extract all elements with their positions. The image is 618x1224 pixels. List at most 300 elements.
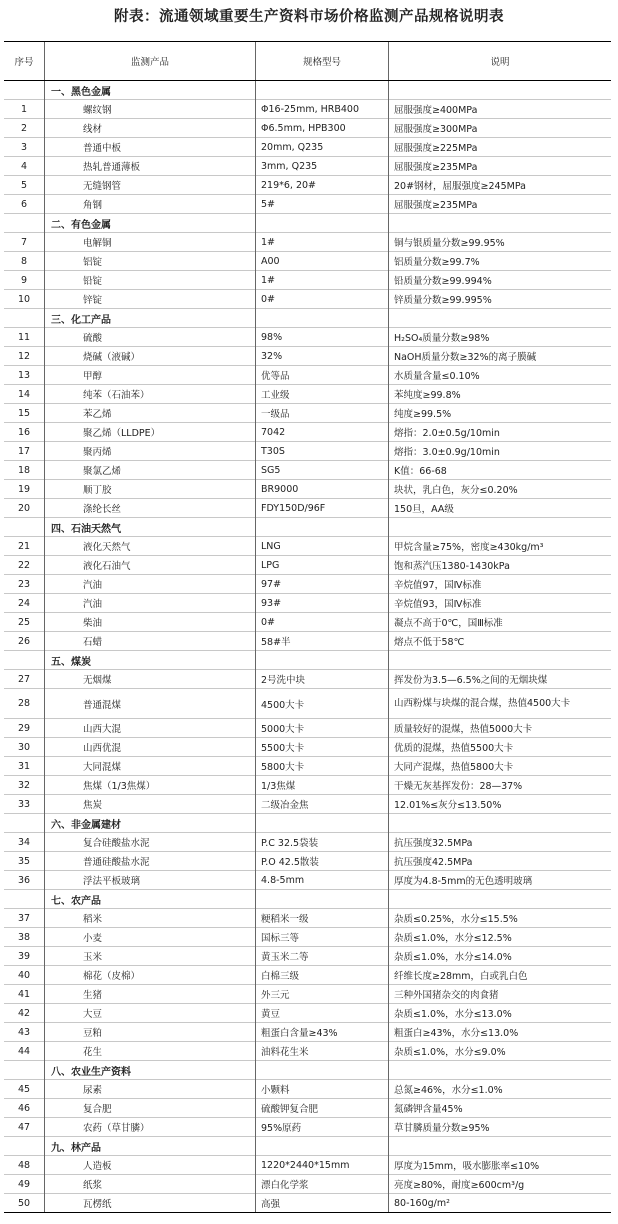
product-name: 顺丁胶 xyxy=(45,480,256,499)
product-spec: Φ16-25mm, HRB400 xyxy=(256,100,389,119)
category-desc-cell xyxy=(389,890,612,909)
row-number: 39 xyxy=(4,947,45,966)
product-spec: 高强 xyxy=(256,1194,389,1213)
product-name: 线材 xyxy=(45,119,256,138)
product-description: 铝质量分数≥99.7% xyxy=(389,252,612,271)
product-spec: 93# xyxy=(256,594,389,613)
category-spec-cell xyxy=(256,814,389,833)
category-row xyxy=(4,81,611,100)
product-name: 汽油 xyxy=(45,594,256,613)
table-body xyxy=(4,81,611,1213)
product-spec: 工业级 xyxy=(256,385,389,404)
category-row xyxy=(4,651,611,670)
product-name: 农药（草甘膦） xyxy=(45,1118,256,1137)
product-name: 涤纶长丝 xyxy=(45,499,256,518)
table-row xyxy=(4,613,611,632)
table-row xyxy=(4,442,611,461)
product-spec: 1# xyxy=(256,233,389,252)
table-row xyxy=(4,138,611,157)
product-name: 苯乙烯 xyxy=(45,404,256,423)
table-row xyxy=(4,1156,611,1175)
category-desc-cell xyxy=(389,1061,612,1080)
product-description: 抗压强度42.5MPa xyxy=(389,852,612,871)
product-name: 硫酸 xyxy=(45,328,256,347)
row-number: 7 xyxy=(4,233,45,252)
table-row xyxy=(4,738,611,757)
product-spec: 粳稻米一级 xyxy=(256,909,389,928)
product-description: 纤维长度≥28mm，白或乳白色 xyxy=(389,966,612,985)
product-spec: 95%原药 xyxy=(256,1118,389,1137)
product-name: 锌锭 xyxy=(45,290,256,309)
product-name: 复合肥 xyxy=(45,1099,256,1118)
row-number: 13 xyxy=(4,366,45,385)
row-number: 21 xyxy=(4,537,45,556)
table-row xyxy=(4,1118,611,1137)
table-row xyxy=(4,928,611,947)
product-spec: BR9000 xyxy=(256,480,389,499)
product-name: 焦煤（1/3焦煤） xyxy=(45,776,256,795)
table-row xyxy=(4,1194,611,1213)
category-spec-cell xyxy=(256,651,389,670)
product-spec: 32% xyxy=(256,347,389,366)
product-description: 饱和蒸汽压1380-1430kPa xyxy=(389,556,612,575)
category-spec-cell xyxy=(256,890,389,909)
product-spec: 2号洗中块 xyxy=(256,670,389,689)
table-row xyxy=(4,157,611,176)
product-description: 纯度≥99.5% xyxy=(389,404,612,423)
row-number: 43 xyxy=(4,1023,45,1042)
table-row xyxy=(4,575,611,594)
category-name: 八、农业生产资料 xyxy=(45,1061,256,1080)
table-row xyxy=(4,328,611,347)
table-header-row xyxy=(4,42,611,81)
row-number: 12 xyxy=(4,347,45,366)
product-name: 山西优混 xyxy=(45,738,256,757)
row-number: 15 xyxy=(4,404,45,423)
product-description: 大同产混煤，热值5800大卡 xyxy=(389,757,612,776)
product-spec: 白棉三级 xyxy=(256,966,389,985)
header-spec: 规格型号 xyxy=(256,42,389,81)
row-number: 40 xyxy=(4,966,45,985)
product-name: 无缝钢管 xyxy=(45,176,256,195)
product-name: 柴油 xyxy=(45,613,256,632)
product-description: 熔点不低于58℃ xyxy=(389,632,612,651)
product-spec: 5500大卡 xyxy=(256,738,389,757)
product-name: 复合硅酸盐水泥 xyxy=(45,833,256,852)
table-row xyxy=(4,423,611,442)
table-row xyxy=(4,1175,611,1194)
row-number: 42 xyxy=(4,1004,45,1023)
product-spec: 97# xyxy=(256,575,389,594)
product-description: 优质的混煤，热值5500大卡 xyxy=(389,738,612,757)
product-description: 抗压强度32.5MPa xyxy=(389,833,612,852)
table-row xyxy=(4,385,611,404)
row-number: 41 xyxy=(4,985,45,1004)
row-number: 10 xyxy=(4,290,45,309)
product-name: 大同混煤 xyxy=(45,757,256,776)
table-row xyxy=(4,366,611,385)
product-name: 螺纹钢 xyxy=(45,100,256,119)
product-description: NaOH质量分数≥32%的离子膜碱 xyxy=(389,347,612,366)
product-description: 块状，乳白色，灰分≤0.20% xyxy=(389,480,612,499)
category-desc-cell xyxy=(389,81,612,100)
product-name: 无烟煤 xyxy=(45,670,256,689)
category-row xyxy=(4,518,611,537)
table-row xyxy=(4,100,611,119)
table-row xyxy=(4,594,611,613)
row-number: 8 xyxy=(4,252,45,271)
product-description: 干燥无灰基挥发份：28—37% xyxy=(389,776,612,795)
category-no-cell xyxy=(4,890,45,909)
table-row xyxy=(4,252,611,271)
product-name: 热轧普通薄板 xyxy=(45,157,256,176)
table-row xyxy=(4,757,611,776)
header-description: 说明 xyxy=(389,42,612,81)
category-row xyxy=(4,309,611,328)
page-title: 附表：流通领域重要生产资料市场价格监测产品规格说明表 xyxy=(114,8,504,25)
category-desc-cell xyxy=(389,518,612,537)
product-spec: 油料花生米 xyxy=(256,1042,389,1061)
category-no-cell xyxy=(4,518,45,537)
row-number: 1 xyxy=(4,100,45,119)
table-row xyxy=(4,795,611,814)
category-no-cell xyxy=(4,81,45,100)
header-no: 序号 xyxy=(4,42,45,81)
product-spec: 一级品 xyxy=(256,404,389,423)
table-row xyxy=(4,947,611,966)
product-name: 聚丙烯 xyxy=(45,442,256,461)
product-description: K值：66-68 xyxy=(389,461,612,480)
table-row xyxy=(4,1023,611,1042)
product-description: H₂SO₄质量分数≥98% xyxy=(389,328,612,347)
row-number: 22 xyxy=(4,556,45,575)
product-description: 屈服强度≥300MPa xyxy=(389,119,612,138)
table-row xyxy=(4,719,611,738)
product-spec: T30S xyxy=(256,442,389,461)
table-row xyxy=(4,1042,611,1061)
product-name: 山西大混 xyxy=(45,719,256,738)
product-name: 纸浆 xyxy=(45,1175,256,1194)
product-description: 杂质≤1.0%，水分≤13.0% xyxy=(389,1004,612,1023)
product-spec: 20mm, Q235 xyxy=(256,138,389,157)
product-spec: P.C 32.5袋装 xyxy=(256,833,389,852)
row-number: 33 xyxy=(4,795,45,814)
product-spec: 优等品 xyxy=(256,366,389,385)
category-desc-cell xyxy=(389,309,612,328)
table-row xyxy=(4,195,611,214)
product-spec: LPG xyxy=(256,556,389,575)
row-number: 20 xyxy=(4,499,45,518)
product-description: 挥发份为3.5—6.5%之间的无烟块煤 xyxy=(389,670,612,689)
product-name: 甲醇 xyxy=(45,366,256,385)
product-description: 厚度为4.8-5mm的无色透明玻璃 xyxy=(389,871,612,890)
product-spec: 219*6, 20# xyxy=(256,176,389,195)
row-number: 19 xyxy=(4,480,45,499)
table-row xyxy=(4,670,611,689)
product-description: 锌质量分数≥99.995% xyxy=(389,290,612,309)
product-spec: 5800大卡 xyxy=(256,757,389,776)
product-spec: 1# xyxy=(256,271,389,290)
product-name: 瓦楞纸 xyxy=(45,1194,256,1213)
product-description: 甲烷含量≥75%，密度≥430kg/m³ xyxy=(389,537,612,556)
row-number: 9 xyxy=(4,271,45,290)
category-no-cell xyxy=(4,1137,45,1156)
category-name: 九、林产品 xyxy=(45,1137,256,1156)
row-number: 6 xyxy=(4,195,45,214)
product-description: 杂质≤1.0%，水分≤14.0% xyxy=(389,947,612,966)
product-spec: A00 xyxy=(256,252,389,271)
category-spec-cell xyxy=(256,309,389,328)
row-number: 37 xyxy=(4,909,45,928)
product-description: 粗蛋白≥43%，水分≤13.0% xyxy=(389,1023,612,1042)
category-row xyxy=(4,1137,611,1156)
table-row xyxy=(4,909,611,928)
row-number: 25 xyxy=(4,613,45,632)
product-description: 屈服强度≥235MPa xyxy=(389,157,612,176)
product-name: 棉花（皮棉） xyxy=(45,966,256,985)
product-spec: 黄玉米二等 xyxy=(256,947,389,966)
product-name: 玉米 xyxy=(45,947,256,966)
category-spec-cell xyxy=(256,214,389,233)
product-spec: 58#半 xyxy=(256,632,389,651)
row-number: 16 xyxy=(4,423,45,442)
product-spec: 0# xyxy=(256,613,389,632)
product-name: 稻米 xyxy=(45,909,256,928)
product-description: 屈服强度≥225MPa xyxy=(389,138,612,157)
table-row xyxy=(4,290,611,309)
row-number: 48 xyxy=(4,1156,45,1175)
product-spec: 4.8-5mm xyxy=(256,871,389,890)
table-row xyxy=(4,852,611,871)
product-spec: SG5 xyxy=(256,461,389,480)
product-spec: LNG xyxy=(256,537,389,556)
category-no-cell xyxy=(4,814,45,833)
product-description: 熔指：2.0±0.5g/10min xyxy=(389,423,612,442)
row-number: 28 xyxy=(4,689,45,719)
product-name: 电解铜 xyxy=(45,233,256,252)
product-description: 厚度为15mm，吸水膨胀率≤10% xyxy=(389,1156,612,1175)
category-desc-cell xyxy=(389,214,612,233)
product-description: 辛烷值93，国Ⅳ标准 xyxy=(389,594,612,613)
table-row xyxy=(4,833,611,852)
product-description: 杂质≤1.0%，水分≤12.5% xyxy=(389,928,612,947)
row-number: 35 xyxy=(4,852,45,871)
product-name: 烧碱（液碱） xyxy=(45,347,256,366)
product-name: 普通中板 xyxy=(45,138,256,157)
product-name: 尿素 xyxy=(45,1080,256,1099)
product-name: 聚乙烯（LLDPE） xyxy=(45,423,256,442)
product-spec: 黄豆 xyxy=(256,1004,389,1023)
product-name: 豆粕 xyxy=(45,1023,256,1042)
table-row xyxy=(4,271,611,290)
product-description: 凝点不高于0℃，国Ⅲ标准 xyxy=(389,613,612,632)
product-spec: 5# xyxy=(256,195,389,214)
table-row xyxy=(4,480,611,499)
row-number: 4 xyxy=(4,157,45,176)
product-name: 小麦 xyxy=(45,928,256,947)
row-number: 17 xyxy=(4,442,45,461)
table-row xyxy=(4,1099,611,1118)
table-row xyxy=(4,176,611,195)
category-name: 一、黑色金属 xyxy=(45,81,256,100)
product-name: 石蜡 xyxy=(45,632,256,651)
product-name: 铝锭 xyxy=(45,252,256,271)
product-spec: 国标三等 xyxy=(256,928,389,947)
table-row xyxy=(4,461,611,480)
category-no-cell xyxy=(4,651,45,670)
product-name: 纯苯（石油苯） xyxy=(45,385,256,404)
table-row xyxy=(4,556,611,575)
product-name: 焦炭 xyxy=(45,795,256,814)
product-name: 聚氯乙烯 xyxy=(45,461,256,480)
product-spec: 98% xyxy=(256,328,389,347)
product-description: 总氮≥46%，水分≤1.0% xyxy=(389,1080,612,1099)
table-row xyxy=(4,537,611,556)
product-name: 花生 xyxy=(45,1042,256,1061)
category-name: 二、有色金属 xyxy=(45,214,256,233)
table-row xyxy=(4,871,611,890)
product-description: 亮度≥80%，耐度≥600cm³/g xyxy=(389,1175,612,1194)
product-spec: 0# xyxy=(256,290,389,309)
table-row xyxy=(4,776,611,795)
product-name: 汽油 xyxy=(45,575,256,594)
product-description: 氮磷钾含量45% xyxy=(389,1099,612,1118)
product-spec: 1/3焦煤 xyxy=(256,776,389,795)
row-number: 31 xyxy=(4,757,45,776)
category-spec-cell xyxy=(256,518,389,537)
product-spec: 小颗料 xyxy=(256,1080,389,1099)
row-number: 30 xyxy=(4,738,45,757)
product-name: 大豆 xyxy=(45,1004,256,1023)
product-spec: 硫酸钾复合肥 xyxy=(256,1099,389,1118)
product-name: 浮法平板玻璃 xyxy=(45,871,256,890)
row-number: 34 xyxy=(4,833,45,852)
product-description: 屈服强度≥235MPa xyxy=(389,195,612,214)
product-name: 人造板 xyxy=(45,1156,256,1175)
product-description: 屈服强度≥400MPa xyxy=(389,100,612,119)
product-spec: 1220*2440*15mm xyxy=(256,1156,389,1175)
category-desc-cell xyxy=(389,814,612,833)
row-number: 11 xyxy=(4,328,45,347)
row-number: 49 xyxy=(4,1175,45,1194)
category-spec-cell xyxy=(256,81,389,100)
product-spec: Φ6.5mm, HPB300 xyxy=(256,119,389,138)
category-row xyxy=(4,214,611,233)
table-row xyxy=(4,347,611,366)
row-number: 36 xyxy=(4,871,45,890)
category-name: 五、煤炭 xyxy=(45,651,256,670)
category-row xyxy=(4,1061,611,1080)
product-spec: P.O 42.5散装 xyxy=(256,852,389,871)
product-description: 80-160g/m² xyxy=(389,1194,612,1213)
product-name: 普通混煤 xyxy=(45,689,256,719)
category-row xyxy=(4,890,611,909)
row-number: 24 xyxy=(4,594,45,613)
table-row xyxy=(4,233,611,252)
row-number: 3 xyxy=(4,138,45,157)
row-number: 29 xyxy=(4,719,45,738)
row-number: 27 xyxy=(4,670,45,689)
product-description: 150旦，AA级 xyxy=(389,499,612,518)
row-number: 45 xyxy=(4,1080,45,1099)
product-description: 草甘膦质量分数≥95% xyxy=(389,1118,612,1137)
product-description: 20#钢材，屈服强度≥245MPa xyxy=(389,176,612,195)
product-description: 山西粉煤与块煤的混合煤，热值4500大卡 xyxy=(389,689,612,719)
product-spec: 5000大卡 xyxy=(256,719,389,738)
table-row xyxy=(4,1004,611,1023)
table-row xyxy=(4,689,611,719)
row-number: 14 xyxy=(4,385,45,404)
product-spec: 4500大卡 xyxy=(256,689,389,719)
product-description: 杂质≤1.0%，水分≤9.0% xyxy=(389,1042,612,1061)
row-number: 50 xyxy=(4,1194,45,1213)
spec-table xyxy=(4,41,611,1213)
header-product: 监测产品 xyxy=(45,42,256,81)
row-number: 44 xyxy=(4,1042,45,1061)
row-number: 26 xyxy=(4,632,45,651)
category-name: 三、化工产品 xyxy=(45,309,256,328)
product-spec: 外三元 xyxy=(256,985,389,1004)
category-row xyxy=(4,814,611,833)
row-number: 32 xyxy=(4,776,45,795)
row-number: 2 xyxy=(4,119,45,138)
product-description: 水质量含量≤0.10% xyxy=(389,366,612,385)
product-description: 杂质≤0.25%，水分≤15.5% xyxy=(389,909,612,928)
row-number: 23 xyxy=(4,575,45,594)
product-spec: 粗蛋白含量≥43% xyxy=(256,1023,389,1042)
product-description: 12.01%≤灰分≤13.50% xyxy=(389,795,612,814)
table-row xyxy=(4,632,611,651)
row-number: 38 xyxy=(4,928,45,947)
product-name: 角钢 xyxy=(45,195,256,214)
product-description: 铜与银质量分数≥99.95% xyxy=(389,233,612,252)
row-number: 18 xyxy=(4,461,45,480)
category-spec-cell xyxy=(256,1061,389,1080)
product-description: 苯纯度≥99.8% xyxy=(389,385,612,404)
table-row xyxy=(4,985,611,1004)
row-number: 46 xyxy=(4,1099,45,1118)
product-spec: FDY150D/96F xyxy=(256,499,389,518)
category-desc-cell xyxy=(389,651,612,670)
category-name: 六、非金属建材 xyxy=(45,814,256,833)
category-no-cell xyxy=(4,1061,45,1080)
product-name: 液化石油气 xyxy=(45,556,256,575)
product-name: 普通硅酸盐水泥 xyxy=(45,852,256,871)
product-description: 铅质量分数≥99.994% xyxy=(389,271,612,290)
product-name: 生猪 xyxy=(45,985,256,1004)
table-row xyxy=(4,499,611,518)
product-spec: 二级冶金焦 xyxy=(256,795,389,814)
product-description: 熔指：3.0±0.9g/10min xyxy=(389,442,612,461)
category-name: 四、石油天然气 xyxy=(45,518,256,537)
row-number: 5 xyxy=(4,176,45,195)
category-desc-cell xyxy=(389,1137,612,1156)
row-number: 47 xyxy=(4,1118,45,1137)
table-row xyxy=(4,966,611,985)
product-description: 质量较好的混煤，热值5000大卡 xyxy=(389,719,612,738)
product-name: 液化天然气 xyxy=(45,537,256,556)
product-name: 铅锭 xyxy=(45,271,256,290)
product-spec: 7042 xyxy=(256,423,389,442)
category-spec-cell xyxy=(256,1137,389,1156)
table-row xyxy=(4,1080,611,1099)
product-spec: 3mm, Q235 xyxy=(256,157,389,176)
table-row xyxy=(4,404,611,423)
product-description: 辛烷值97，国Ⅳ标准 xyxy=(389,575,612,594)
category-name: 七、农产品 xyxy=(45,890,256,909)
category-no-cell xyxy=(4,214,45,233)
category-no-cell xyxy=(4,309,45,328)
